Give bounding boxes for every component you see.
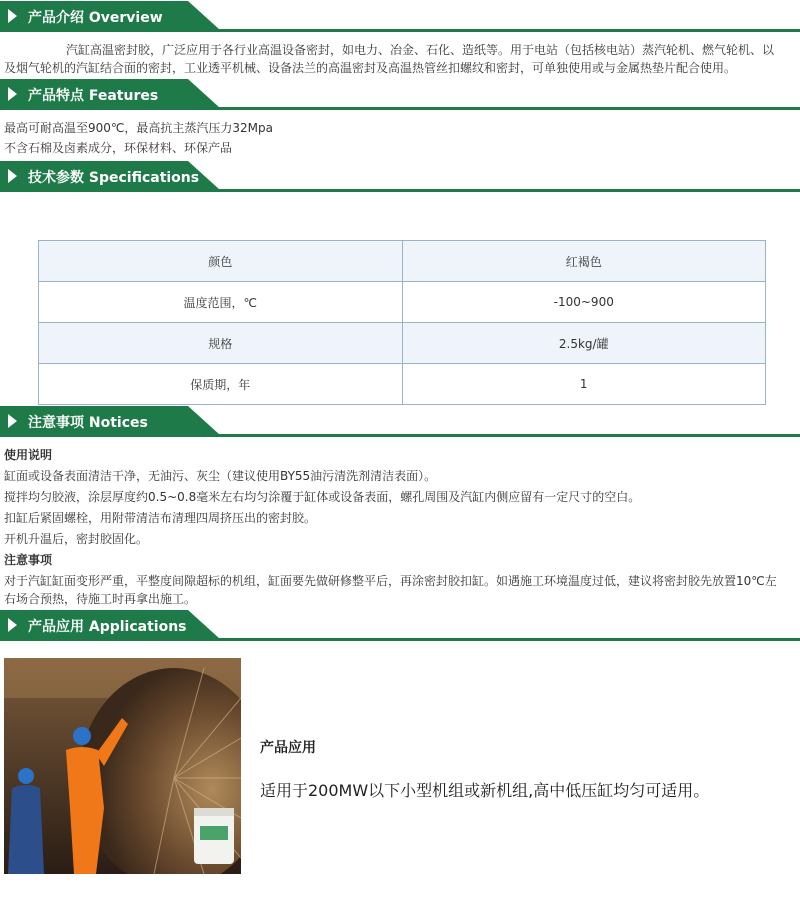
section-header-features (0, 79, 800, 111)
section-title: 产品特点 Features (28, 88, 159, 104)
spec-value: 红褐色 (402, 241, 766, 282)
spec-key: 规格 (39, 323, 403, 364)
table-row (39, 364, 766, 405)
table-row (39, 241, 766, 282)
section-title: 产品介绍 Overview (28, 10, 163, 26)
spec-value: -100~900 (402, 282, 766, 323)
usage-step: 搅拌均匀胶液，涂层厚度约0.5~0.8毫米左右均匀涂覆于缸体或设备表面，螺孔周围及汽缸内侧应留有一定尺寸的空白。 (4, 490, 641, 504)
section-title: 注意事项 Notices (28, 415, 148, 431)
spec-key: 温度范围，℃ (39, 282, 403, 323)
section-header-applications (0, 610, 800, 642)
usage-step: 开机升温后，密封胶固化。 (4, 532, 149, 546)
section-title: 产品应用 Applications (28, 619, 187, 635)
section-header-notices (0, 406, 800, 438)
feature-item: 最高可耐高温至900℃，最高抗主蒸汽压力32Mpa (4, 121, 273, 135)
table-row (39, 282, 766, 323)
caution-text-line-2: 右场合预热，待施工时再拿出施工。 (4, 592, 197, 606)
caution-text-line-1: 对于汽缸缸面变形严重，平整度间隙超标的机组，缸面要先做研修整平后，再涂密封胶扣缸。如遇施工环境温度过低，建议将密封胶先放置10℃左 (4, 574, 777, 588)
section-header-specs (0, 161, 800, 193)
spec-value: 2.5kg/罐 (402, 323, 766, 364)
application-photo (4, 658, 241, 874)
caution-title: 注意事项 (4, 553, 53, 567)
overview-text-line-2: 及烟气轮机的汽缸结合面的密封，工业透平机械、设备法兰的高温密封及高温热管丝扣螺纹和密封，可单独使用或与金属热垫片配合使用。 (4, 61, 737, 75)
table-row (39, 323, 766, 364)
spec-table (38, 240, 766, 405)
usage-step: 扣缸后紧固螺栓，用附带清洁布清理四周挤压出的密封胶。 (4, 511, 317, 525)
usage-title: 使用说明 (4, 448, 53, 462)
application-text: 适用于200MW以下小型机组或新机组,高中低压缸均匀可适用。 (260, 781, 710, 800)
application-title: 产品应用 (260, 740, 316, 756)
section-title: 技术参数 Specifications (28, 170, 200, 186)
spec-key: 保质期，年 (39, 364, 403, 405)
spec-value: 1 (402, 364, 766, 405)
spec-key: 颜色 (39, 241, 403, 282)
overview-text-line-1: 汽缸高温密封胶，广泛应用于各行业高温设备密封，如电力、冶金、石化、造纸等。用于电站（包括核电站）蒸汽轮机、燃气轮机、以 (66, 43, 775, 57)
feature-item: 不含石棉及卤素成分，环保材料、环保产品 (4, 141, 233, 155)
section-header-overview (0, 1, 800, 33)
usage-step: 缸面或设备表面清洁干净，无油污、灰尘（建议使用BY55油污清洗剂清洁表面）。 (4, 469, 437, 483)
